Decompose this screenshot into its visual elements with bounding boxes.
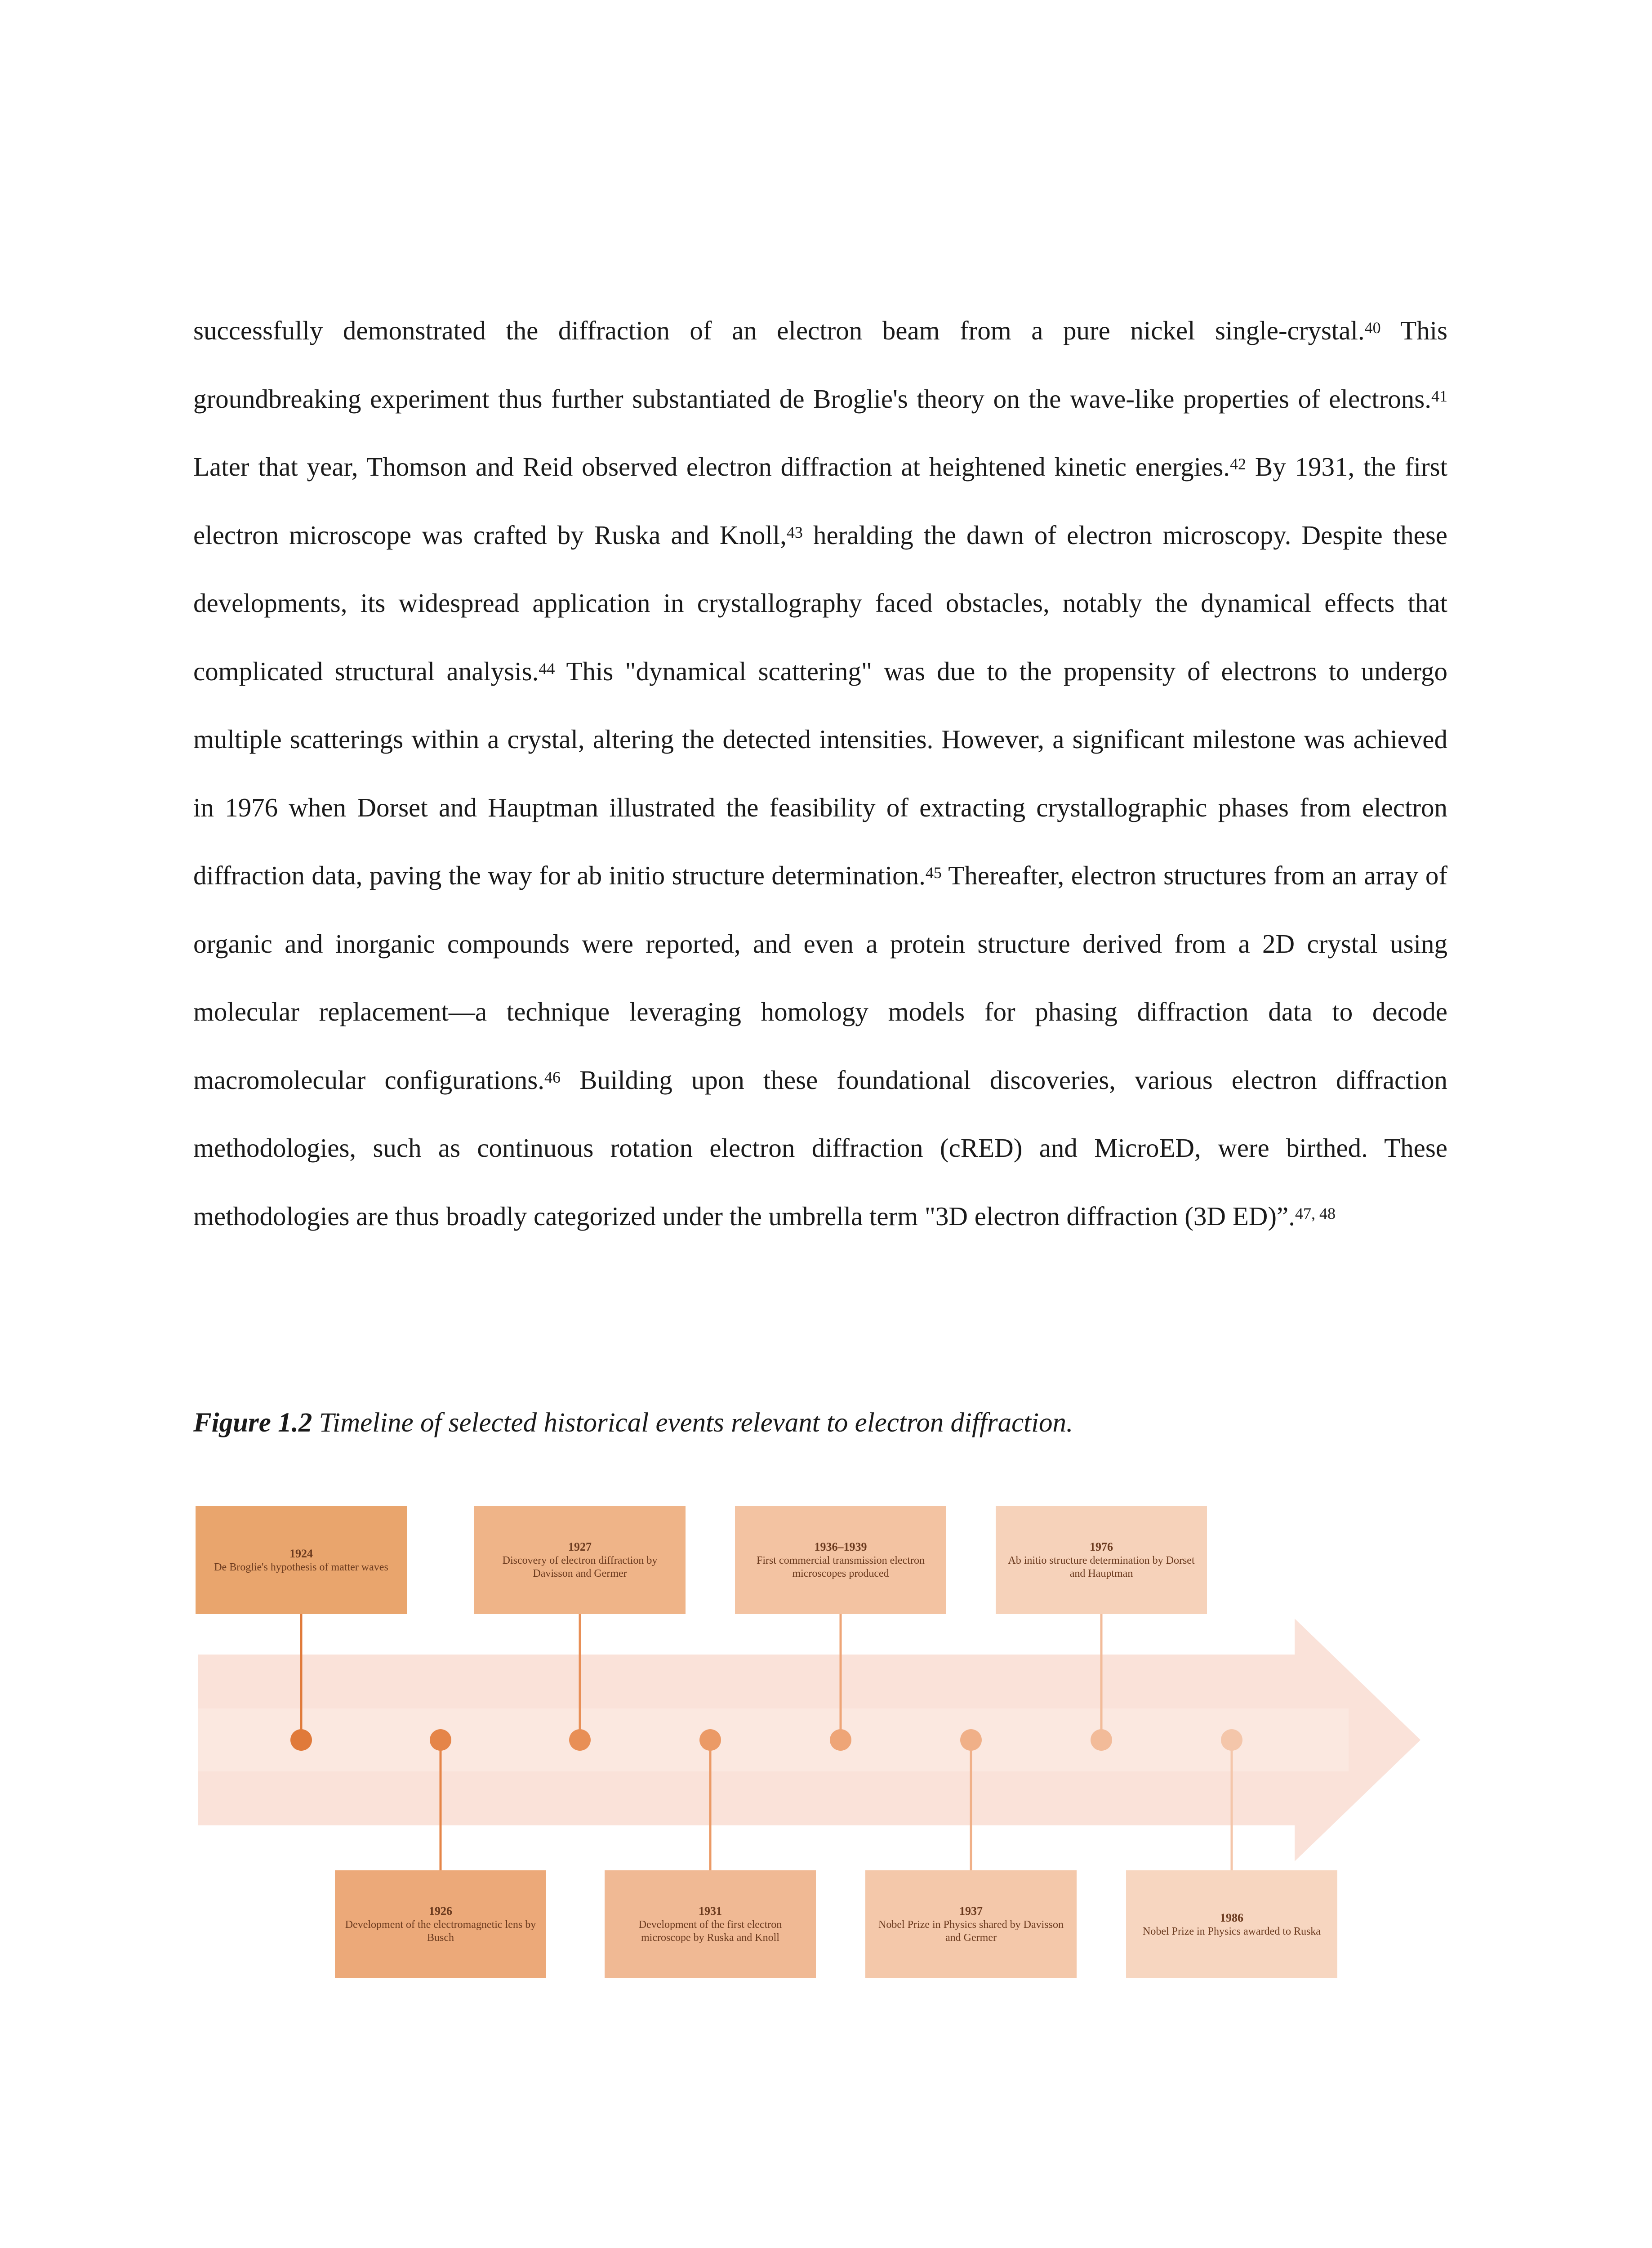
citation-superscript: 44 [539, 659, 555, 678]
timeline-event-box [605, 1870, 816, 1978]
paragraph-text [193, 297, 1447, 1250]
timeline-event-text: First commercial transmission electron microscopes produced [757, 1555, 925, 1579]
timeline-event-box [735, 1506, 946, 1614]
timeline-event-year: 1924 [289, 1547, 313, 1560]
timeline-event-text: Ab initio structure determination by Dorset and Hauptman [1008, 1555, 1195, 1579]
timeline-dot [1221, 1729, 1242, 1751]
timeline-event-text: Development of the first electron microscope by Ruska and Knoll [638, 1919, 782, 1944]
timeline-dot [430, 1729, 451, 1751]
timeline-event-text: Nobel Prize in Physics awarded to Ruska [1143, 1925, 1321, 1937]
body-paragraph [193, 297, 1447, 1250]
timeline-event-text: Nobel Prize in Physics shared by Davisson and Germer [878, 1919, 1064, 1944]
timeline-event-text: Discovery of electron diffraction by Davisson and Germer [502, 1555, 658, 1579]
timeline-event-year: 1986 [1220, 1911, 1243, 1924]
timeline-event-box [996, 1506, 1207, 1614]
timeline-event-box [474, 1506, 686, 1614]
timeline-event-text: Development of the electromagnetic lens by Busch [345, 1919, 536, 1944]
text-run: successfully demonstrated the diffraction of an electron beam from a pure nickel single-crystal. [193, 316, 1365, 345]
citation-superscript: 40 [1364, 319, 1381, 337]
timeline-event-year: 1976 [1090, 1540, 1113, 1553]
figure-caption [193, 1403, 1452, 1443]
body-text [193, 297, 1447, 1250]
timeline-event-year: 1931 [699, 1905, 722, 1918]
timeline-figure [198, 1497, 1420, 2019]
timeline-event-year: 1937 [959, 1905, 983, 1918]
text-run: This "dynamical scattering" was due to the propensity of electrons to undergo multiple scatterings within a crystal, altering the detected intensities. However, a significant milestone was achieved in 1976 when Dorset and Hauptman illustrated the feasibility of extracting crystallographic phases from electron diffraction data, paving the way for ab initio structure determination. [193, 656, 1447, 890]
figure-caption-text: Timeline of selected historical events relevant to electron diffraction. [312, 1408, 1073, 1438]
text-run: By 1931, the first electron microscope was crafted by Ruska and Knoll, [193, 452, 1447, 550]
timeline-dot [569, 1729, 591, 1751]
timeline-dot [960, 1729, 982, 1751]
timeline-dot [1091, 1729, 1112, 1751]
timeline-event-box [335, 1870, 546, 1978]
timeline-event-text: De Broglie's hypothesis of matter waves [214, 1561, 388, 1573]
timeline-band [198, 1708, 1349, 1771]
citation-superscript: 42 [1230, 455, 1247, 473]
citation-superscript: 43 [786, 523, 803, 541]
text-run: Thereafter, electron structures from an array of organic and inorganic compounds were reported, and even a protein structure derived from a 2D crystal using molecular replacement—a technique leveraging homology models for phasing diffraction data to decode macromolecular configurations. [193, 861, 1447, 1095]
text-run: This groundbreaking experiment thus further substantiated de Broglie's theory on the wave-like properties of electrons. [193, 316, 1448, 414]
figure-label: Figure 1.2 [193, 1408, 312, 1438]
citation-superscript: 46 [544, 1068, 561, 1086]
timeline-dot [699, 1729, 721, 1751]
timeline-event-box [1126, 1870, 1337, 1978]
citation-superscript: 41 [1431, 387, 1447, 405]
timeline-dot [830, 1729, 851, 1751]
timeline-event-year: 1926 [429, 1905, 452, 1918]
text-run: heralding the dawn of electron microscopy. Despite these developments, its widespread application in crystallography faced obstacles, notably the dynamical effects that complicated structural analysis. [193, 520, 1447, 686]
text-run: Building upon these foundational discoveries, various electron diffraction methodologies, such as continuous rotation electron diffraction (cRED) and MicroED, were birthed. These methodologies are thus broadly categorized under the umbrella term "3D electron diffraction (3D ED)”. [193, 1065, 1447, 1231]
timeline-dot [290, 1729, 312, 1751]
citation-superscript: 47, 48 [1295, 1204, 1336, 1222]
timeline-event-box [865, 1870, 1077, 1978]
timeline-event-year: 1936–1939 [814, 1540, 867, 1553]
citation-superscript: 45 [925, 864, 942, 882]
text-run: Later that year, Thomson and Reid observed electron diffraction at heightened kinetic energies. [193, 452, 1230, 482]
timeline-event-year: 1927 [568, 1540, 592, 1553]
timeline-event-box [196, 1506, 407, 1614]
